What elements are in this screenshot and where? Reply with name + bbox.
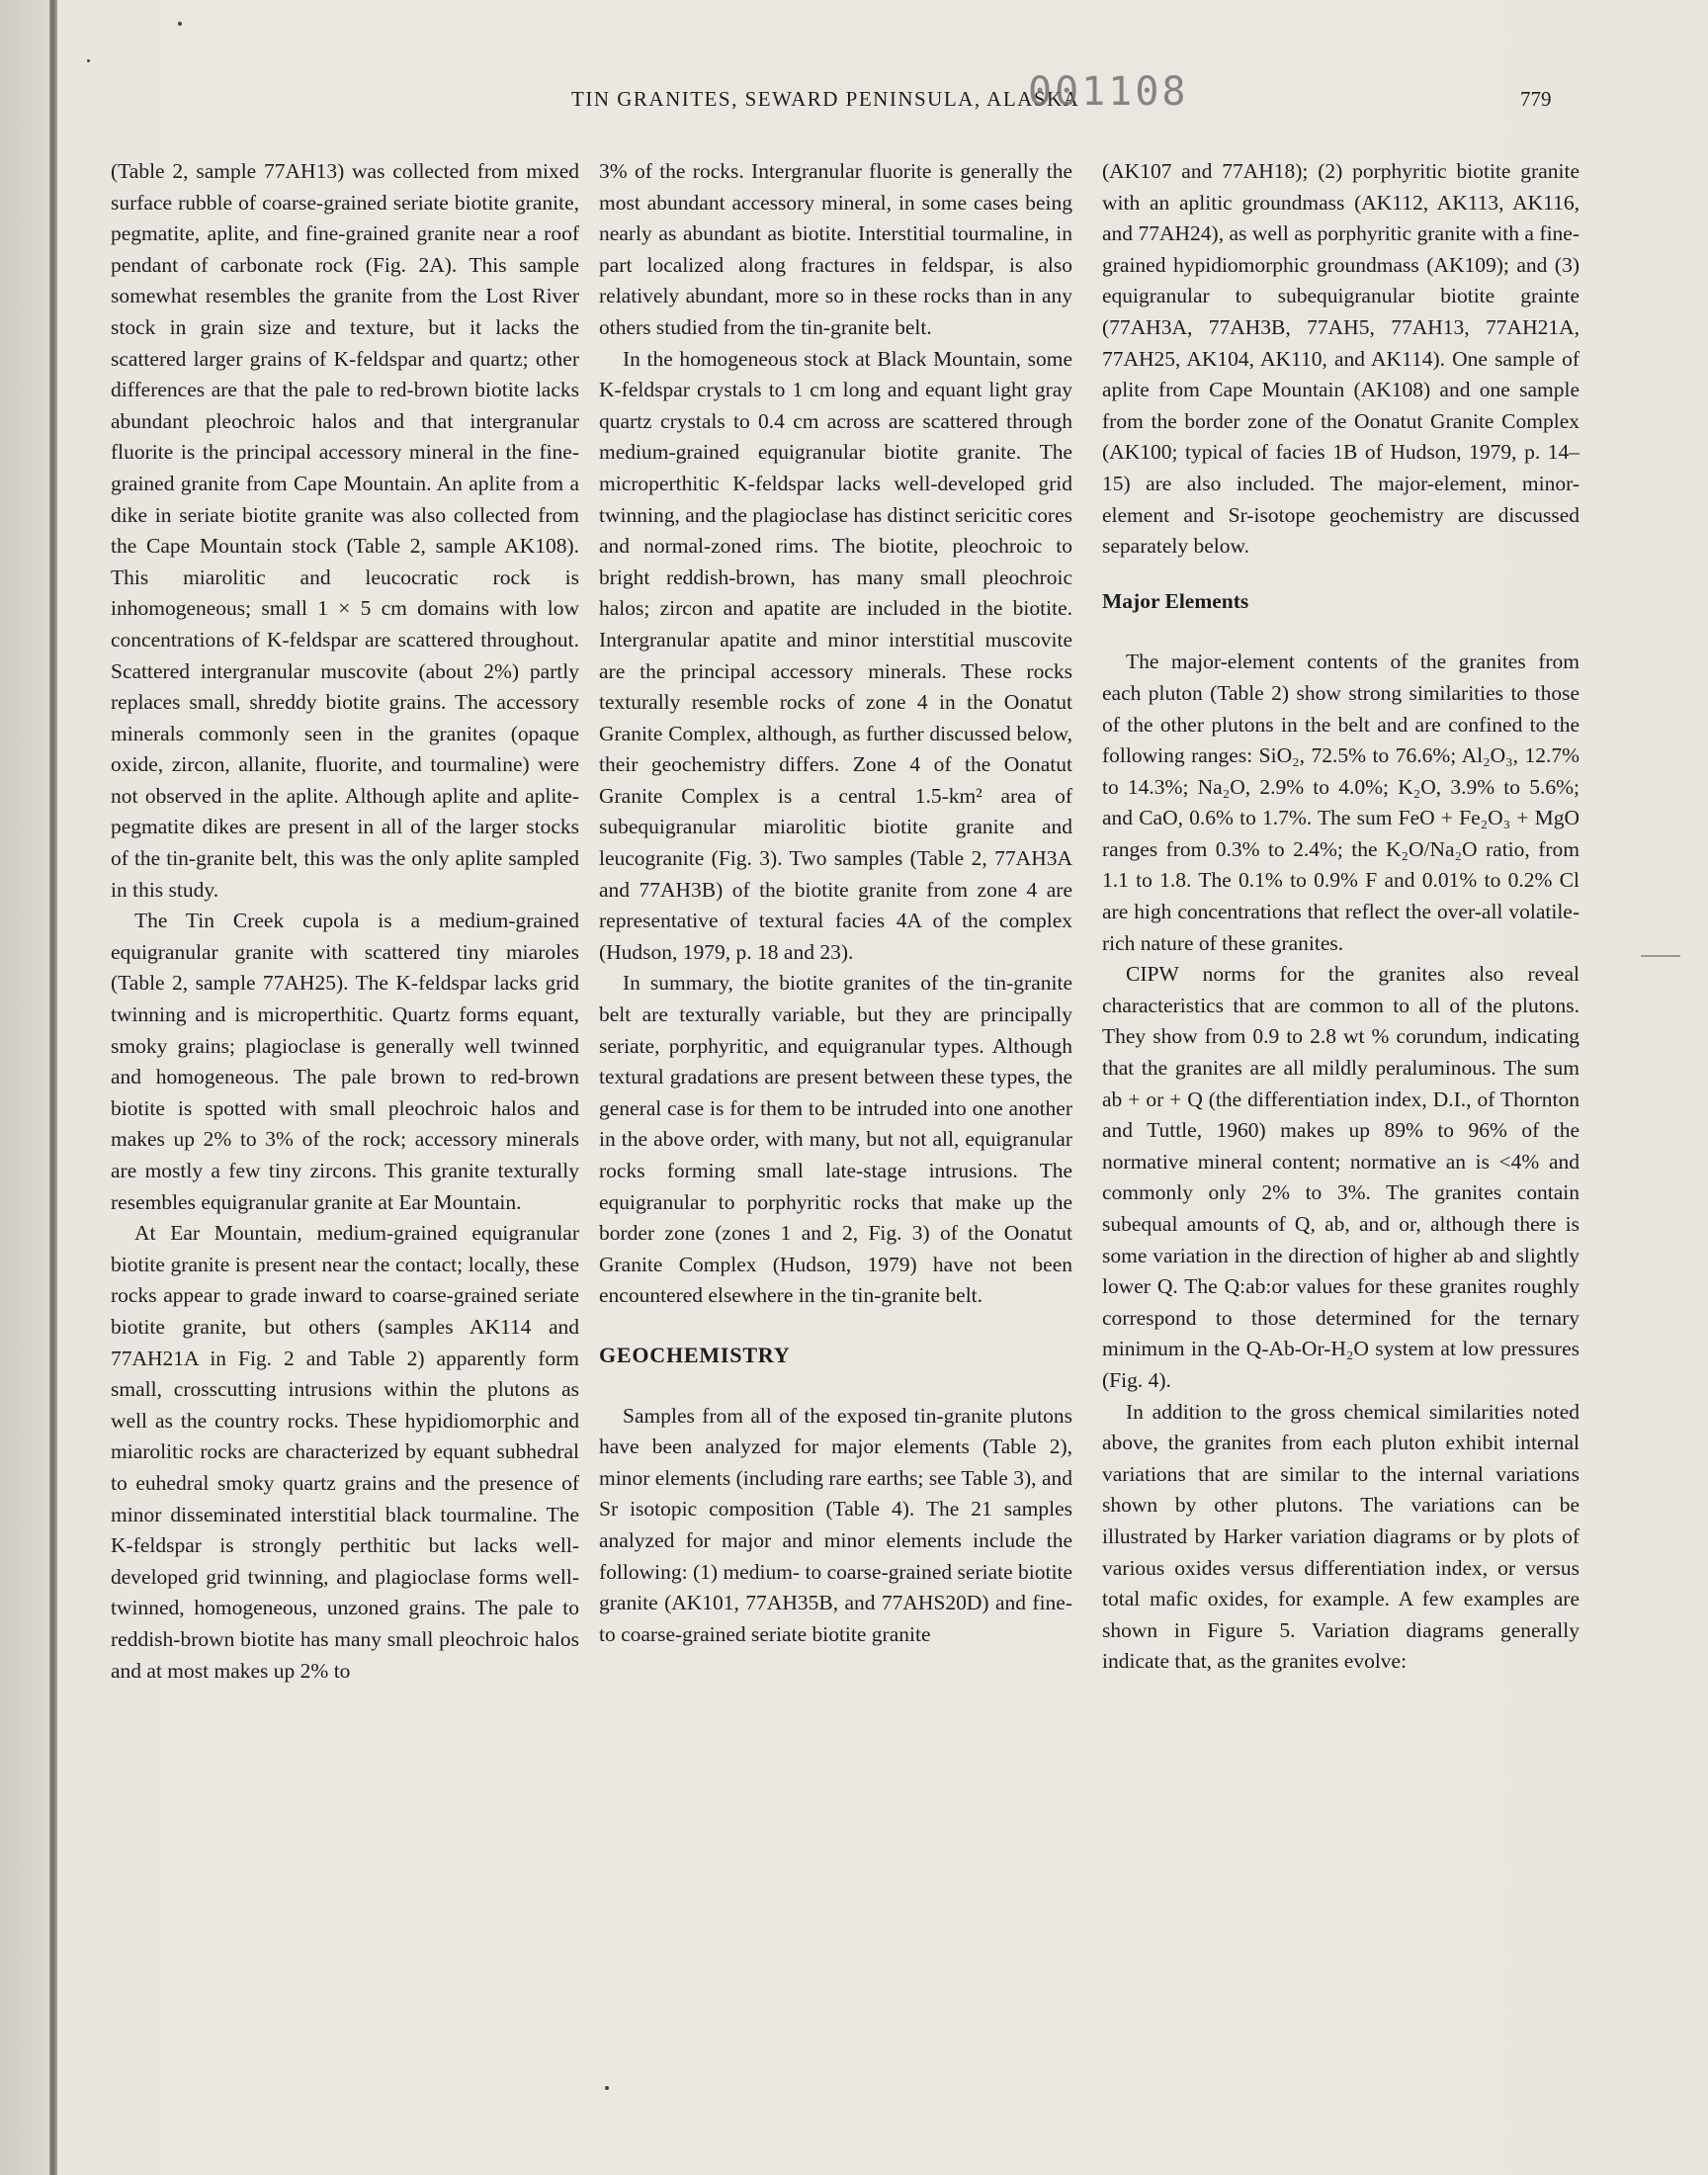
column-middle [599, 156, 1072, 1650]
section-heading-geochemistry: GEOCHEMISTRY [599, 1342, 791, 1367]
paragraph: (Table 2, sample 77AH13) was collected from mixed surface rubble of coarse-grained seriate biotite granite, pegmatite, aplite, and fine-grained granite near a roof pendant of carbonate rock (Fig. 2A). This sample somewhat resembles the granite from the Lost River stock in grain size and texture, but it lacks the scattered larger grains of K-feldspar and quartz; other differences are that the pale to red-brown biotite lacks abundant pleochroic halos and that intergranular fluorite is the principal accessory mineral in the fine-grained granite from Cape Mountain. An aplite from a dike in seriate biotite granite was also collected from the Cape Mountain stock (Table 2, sample AK108). This miarolitic and leucocratic rock is inhomogeneous; small 1 × 5 cm domains with low concentrations of K-feldspar are scattered throughout. Scattered intergranular muscovite (about 2%) partly replaces small, shreddy biotite grains. The accessory minerals commonly seen in the granites (opaque oxide, zircon, allanite, fluorite, and tourmaline) were not observed in the aplite. Although aplite and aplite-pegmatite dikes are present in all of the larger stocks of the tin-granite belt, this was the only aplite sampled in this study. [111, 159, 579, 902]
subsection-heading-major-elements: Major Elements [1102, 588, 1249, 613]
column-left [111, 156, 579, 1687]
paragraph: At Ear Mountain, medium-grained equigranular biotite granite is present near the contact; locally, these rocks appear to grade inward to coarse-grained seriate biotite granite, but others (samples AK114 and 77AH21A in Fig. 2 and Table 2) apparently form small, crosscutting intrusions within the plutons as well as the country rocks. These hypidiomorphic and miarolitic rocks are characterized by equant subhedral to euhedral smoky quartz grains and the presence of minor disseminated interstitial black tourmaline. The K-feldspar is strongly perthitic but lacks well-developed grid twinning, and plagioclase forms well-twinned, homogeneous, unzoned grains. The pale to reddish-brown biotite has many small pleochroic halos and at most makes up 2% to [111, 1221, 579, 1683]
paragraph: In the homogeneous stock at Black Mountain, some K-feldspar crystals to 1 cm long and equant light gray quartz crystals to 0.4 cm across are scattered through medium-grained equigranular biotite granite. The microperthitic K-feldspar lacks well-developed grid twinning, and the plagioclase has distinct sericitic cores and normal-zoned rims. The biotite, pleochroic to bright reddish-brown, has many small pleochroic halos; zircon and apatite are included in the biotite. Intergranular apatite and minor interstitial muscovite are the principal accessory minerals. These rocks texturally resemble rocks of zone 4 in the Oonatut Granite Complex, although, as further discussed below, their geochemistry differs. Zone 4 of the Oonatut Granite Complex is a central 1.5-km² area of subequigranular miarolitic biotite granite and leucogranite (Fig. 3). Two samples (Table 2, 77AH3A and 77AH3B) of the biotite granite from zone 4 are representative of textural facies 4A of the complex (Hudson, 1979, p. 18 and 23). [599, 346, 1072, 964]
scan-speck [87, 59, 90, 62]
binding-shadow [0, 0, 49, 2175]
page-number: 779 [1520, 87, 1552, 111]
paragraph: The Tin Creek cupola is a medium-grained equigranular granite with scattered tiny miaroles (Table 2, sample 77AH25). The K-feldspar lacks grid twinning and is microperthitic. Quartz forms equant, smoky grains; plagioclase is generally well twinned and homogeneous. The pale brown to red-brown biotite is spotted with small pleochroic halos and makes up 2% to 3% of the rock; accessory minerals are mostly a few tiny zircons. This granite texturally resembles equigranular granite at Ear Mountain. [111, 909, 579, 1214]
column-right [1102, 156, 1580, 1678]
scan-speck [178, 22, 182, 26]
paragraph: The major-element contents of the granites from each pluton (Table 2) show strong similarities to those of the other plutons in the belt and are confined to the following ranges: SiO₂, 72.5% to 76.6%; Al₂O₃, 12.7% to 14.3%; Na₂O, 2.9% to 4.0%; K₂O, 3.9% to 5.6%; and CaO, 0.6% to 1.7%. The sum FeO + Fe₂O₃ + MgO ranges from 0.3% to 2.4%; the K₂O/Na₂O ratio, from 1.1 to 1.8. The 0.1% to 0.9% F and 0.01% to 0.2% Cl are high concentrations that reflect the over-all volatile-rich nature of these granites. [1102, 650, 1580, 955]
paragraph: CIPW norms for the granites also reveal characteristics that are common to all of the plutons. They show from 0.9 to 2.8 wt % corundum, indicating that the granites are all mildly peraluminous. The sum ab + or + Q (the differentiation index, D.I., of Thornton and Tuttle, 1960) makes up 89% to 96% of the normative mineral content; normative an is <4% and commonly only 2% to 3%. The granites contain subequal amounts of Q, ab, and or, although there is some variation in the direction of higher ab and slightly lower Q. The Q:ab:or values for these granites roughly correspond to those determined for the ternary minimum in the Q-Ab-Or-H₂O system at low pressures (Fig. 4). [1102, 962, 1580, 1392]
page-binding-edge [49, 0, 57, 2175]
paragraph: In addition to the gross chemical similarities noted above, the granites from each pluton exhibit internal variations that are similar to the internal variations shown by other plutons. The variations can be illustrated by Harker variation diagrams or by plots of various oxides versus differentiation index, or versus total mafic oxides, for example. A few examples are shown in Figure 5. Variation diagrams generally indicate that, as the granites evolve: [1102, 1399, 1580, 1674]
paragraph: Samples from all of the exposed tin-granite plutons have been analyzed for major elements (Table 2), minor elements (including rare earths; see Table 3), and Sr isotopic composition (Table 4). The 21 samples analyzed for major and minor elements include the following: (1) medium- to coarse-grained seriate biotite granite (AK101, 77AH35B, and 77AHS20D) and fine- to coarse-grained seriate biotite granite [599, 1403, 1072, 1646]
paragraph: 3% of the rocks. Intergranular fluorite is generally the most abundant accessory mineral, in some cases being nearly as abundant as biotite. Interstitial tourmaline, in part localized along fractures in feldspar, is also relatively abundant, more so in these rocks than in any others studied from the tin-granite belt. [599, 159, 1072, 339]
margin-mark [1641, 955, 1680, 957]
page-header [0, 87, 1708, 127]
paragraph: (AK107 and 77AH18); (2) porphyritic biotite granite with an aplitic groundmass (AK112, AK113, AK116, and 77AH24), as well as porphyritic granite with a fine-grained hypidiomorphic groundmass (AK109); and (3) equigranular to subequigranular biotite grainte (77AH3A, 77AH3B, 77AH5, 77AH13, 77AH21A, 77AH25, AK104, AK110, and AK114). One sample of aplite from Cape Mountain (AK108) and one sample from the border zone of the Oonatut Granite Complex (AK100; typical of facies 1B of Hudson, 1979, p. 14–15) are also included. The major-element, minor-element and Sr-isotope geochemistry are discussed separately below. [1102, 159, 1580, 559]
paragraph: In summary, the biotite granites of the tin-granite belt are texturally variable, but they are principally seriate, porphyritic, and equigranular types. Although textural gradations are present between these types, the general case is for them to be intruded into one another in the above order, with many, but not all, equigranular rocks forming small late-stage intrusions. The equigranular to porphyritic rocks that make up the border zone (zones 1 and 2, Fig. 3) of the Oonatut Granite Complex (Hudson, 1979) have not been encountered elsewhere in the tin-granite belt. [599, 971, 1072, 1308]
scan-speck [605, 2086, 609, 2090]
archive-stamp: 001108 [1028, 69, 1189, 115]
running-head: TIN GRANITES, SEWARD PENINSULA, ALASKA [571, 87, 1080, 111]
